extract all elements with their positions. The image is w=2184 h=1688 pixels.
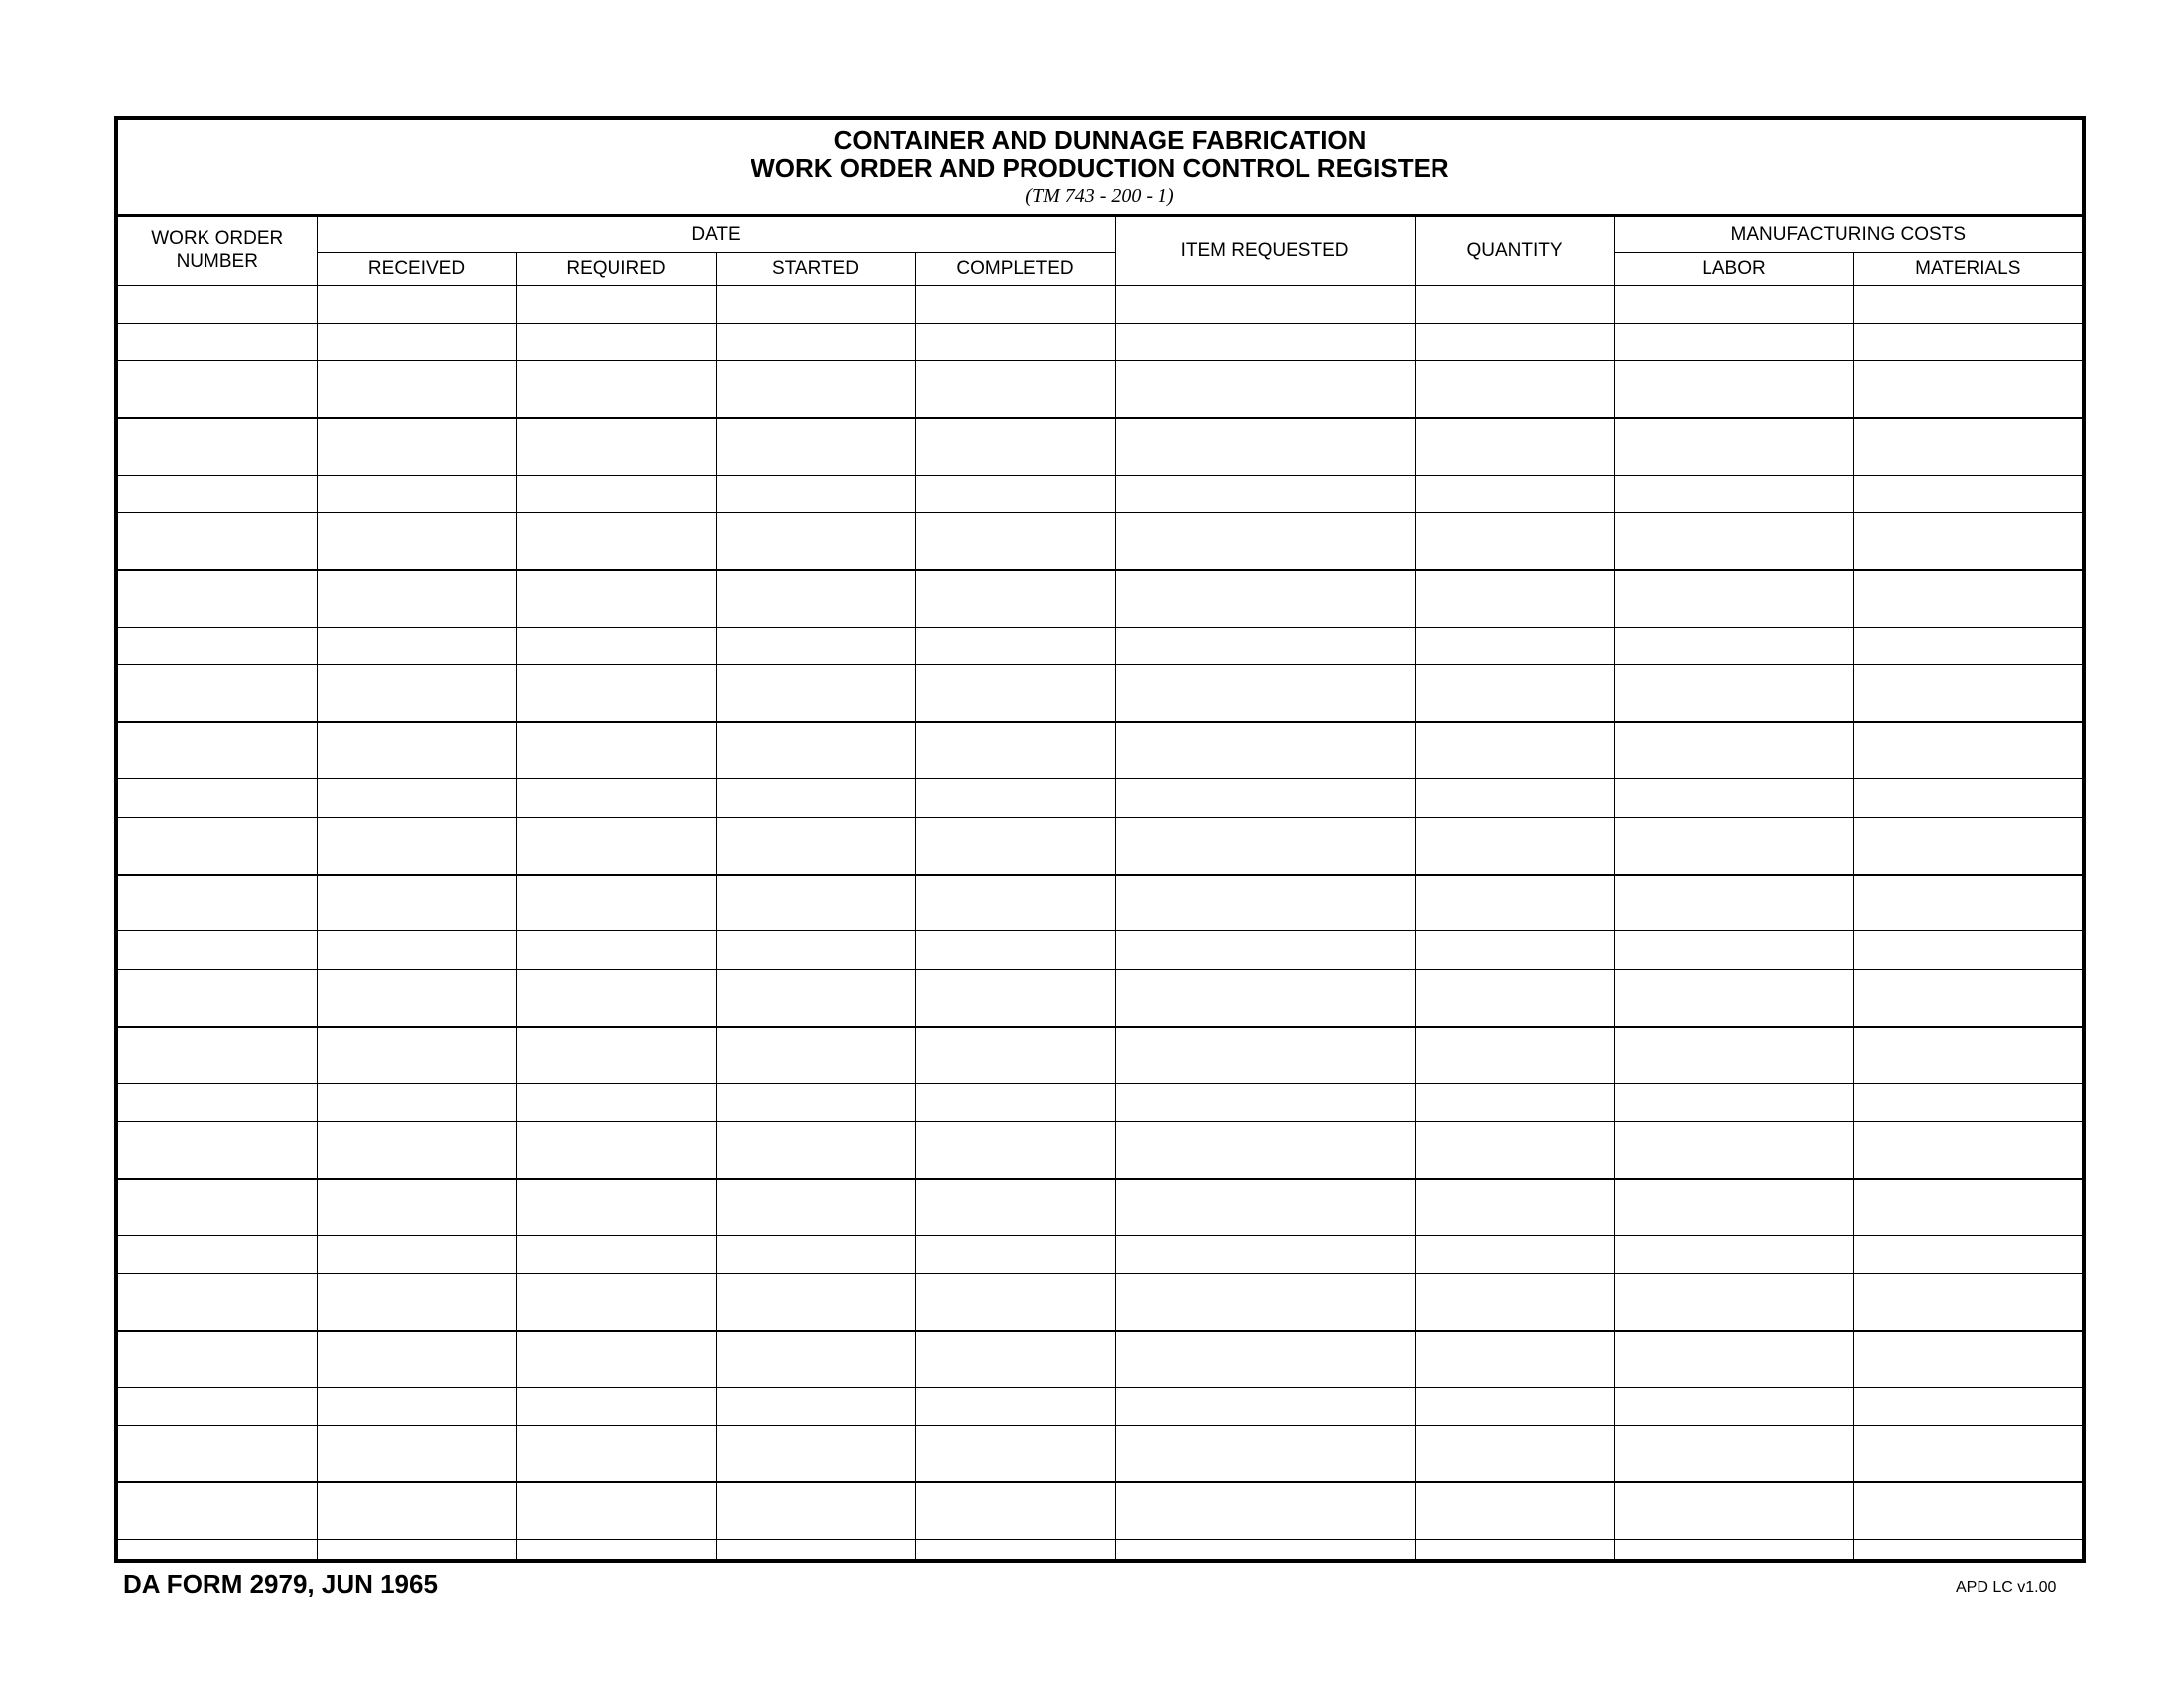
- date-received-cell[interactable]: [317, 1274, 516, 1331]
- date-required-cell[interactable]: [516, 1179, 716, 1235]
- date-started-cell[interactable]: [716, 1121, 915, 1178]
- header-date-required: REQUIRED: [516, 252, 716, 285]
- header-date-started: STARTED: [716, 252, 915, 285]
- date-required-cell[interactable]: [516, 817, 716, 874]
- labor-cell[interactable]: [1614, 570, 1853, 627]
- quantity-cell[interactable]: [1415, 361, 1614, 418]
- work-order-number-cell[interactable]: [118, 1482, 317, 1539]
- materials-cell[interactable]: [1853, 722, 2082, 778]
- date-completed-cell[interactable]: [915, 1274, 1115, 1331]
- date-received-cell[interactable]: [317, 628, 516, 665]
- date-completed-cell[interactable]: [915, 418, 1115, 475]
- date-started-cell[interactable]: [716, 285, 915, 323]
- work-order-number-cell[interactable]: [118, 1027, 317, 1083]
- quantity-cell[interactable]: [1415, 1426, 1614, 1482]
- date-completed-cell[interactable]: [915, 665, 1115, 722]
- date-received-cell[interactable]: [317, 722, 516, 778]
- labor-cell[interactable]: [1614, 418, 1853, 475]
- date-started-cell[interactable]: [716, 931, 915, 969]
- form-reference: (TM 743 - 200 - 1): [1025, 185, 1174, 207]
- quantity-cell[interactable]: [1415, 875, 1614, 931]
- header-date-completed: COMPLETED: [915, 252, 1115, 285]
- date-received-cell[interactable]: [317, 875, 516, 931]
- item-requested-cell[interactable]: [1115, 475, 1415, 512]
- date-started-cell[interactable]: [716, 323, 915, 360]
- labor-cell[interactable]: [1614, 1235, 1853, 1273]
- item-requested-cell[interactable]: [1115, 1083, 1415, 1121]
- labor-cell[interactable]: [1614, 1083, 1853, 1121]
- date-started-cell[interactable]: [716, 1274, 915, 1331]
- date-received-cell[interactable]: [317, 817, 516, 874]
- date-received-cell[interactable]: [317, 570, 516, 627]
- register-row: [118, 1274, 2082, 1331]
- materials-cell[interactable]: [1853, 1388, 2082, 1426]
- date-completed-cell[interactable]: [915, 1083, 1115, 1121]
- quantity-cell[interactable]: [1415, 323, 1614, 360]
- register-row: [118, 361, 2082, 418]
- labor-cell[interactable]: [1614, 323, 1853, 360]
- item-requested-cell[interactable]: [1115, 1426, 1415, 1482]
- quantity-cell[interactable]: [1415, 628, 1614, 665]
- quantity-cell[interactable]: [1415, 1482, 1614, 1539]
- materials-cell[interactable]: [1853, 931, 2082, 969]
- date-required-cell[interactable]: [516, 628, 716, 665]
- quantity-cell[interactable]: [1415, 1388, 1614, 1426]
- item-requested-cell[interactable]: [1115, 722, 1415, 778]
- quantity-cell[interactable]: [1415, 1121, 1614, 1178]
- date-started-cell[interactable]: [716, 1482, 915, 1539]
- date-completed-cell[interactable]: [915, 285, 1115, 323]
- date-received-cell[interactable]: [317, 1027, 516, 1083]
- register-row: [118, 475, 2082, 512]
- register-row: [118, 285, 2082, 323]
- date-required-cell[interactable]: [516, 1235, 716, 1273]
- work-order-number-cell[interactable]: [118, 1331, 317, 1387]
- date-required-cell[interactable]: [516, 1121, 716, 1178]
- date-received-cell[interactable]: [317, 418, 516, 475]
- register-row: [118, 1331, 2082, 1387]
- header-manufacturing-costs: MANUFACTURING COSTS: [1614, 217, 2082, 252]
- item-requested-cell[interactable]: [1115, 1179, 1415, 1235]
- date-completed-cell[interactable]: [915, 969, 1115, 1026]
- date-started-cell[interactable]: [716, 1083, 915, 1121]
- date-received-cell[interactable]: [317, 475, 516, 512]
- date-required-cell[interactable]: [516, 418, 716, 475]
- work-order-number-cell[interactable]: [118, 418, 317, 475]
- date-completed-cell[interactable]: [915, 931, 1115, 969]
- register-row: [118, 1027, 2082, 1083]
- labor-cell[interactable]: [1614, 628, 1853, 665]
- labor-cell[interactable]: [1614, 1540, 1853, 1559]
- date-completed-cell[interactable]: [915, 513, 1115, 570]
- date-received-cell[interactable]: [317, 665, 516, 722]
- labor-cell[interactable]: [1614, 1274, 1853, 1331]
- form-number: DA FORM 2979, JUN 1965: [123, 1569, 438, 1599]
- date-required-cell[interactable]: [516, 1426, 716, 1482]
- work-order-number-cell[interactable]: [118, 779, 317, 817]
- date-required-cell[interactable]: [516, 1482, 716, 1539]
- date-started-cell[interactable]: [716, 475, 915, 512]
- date-required-cell[interactable]: [516, 323, 716, 360]
- register-row: [118, 1540, 2082, 1559]
- work-order-number-cell[interactable]: [118, 628, 317, 665]
- date-completed-cell[interactable]: [915, 1331, 1115, 1387]
- materials-cell[interactable]: [1853, 475, 2082, 512]
- date-required-cell[interactable]: [516, 570, 716, 627]
- materials-cell[interactable]: [1853, 1121, 2082, 1178]
- header-labor: LABOR: [1614, 252, 1853, 285]
- date-completed-cell[interactable]: [915, 1235, 1115, 1273]
- date-required-cell[interactable]: [516, 361, 716, 418]
- register-row: [118, 722, 2082, 778]
- date-received-cell[interactable]: [317, 323, 516, 360]
- work-order-number-cell[interactable]: [118, 817, 317, 874]
- item-requested-cell[interactable]: [1115, 1235, 1415, 1273]
- materials-cell[interactable]: [1853, 1235, 2082, 1273]
- quantity-cell[interactable]: [1415, 418, 1614, 475]
- date-received-cell[interactable]: [317, 285, 516, 323]
- work-order-number-cell[interactable]: [118, 1121, 317, 1178]
- date-started-cell[interactable]: [716, 361, 915, 418]
- register-row: [118, 323, 2082, 360]
- date-received-cell[interactable]: [317, 931, 516, 969]
- item-requested-cell[interactable]: [1115, 1121, 1415, 1178]
- work-order-number-cell[interactable]: [118, 1179, 317, 1235]
- labor-cell[interactable]: [1614, 722, 1853, 778]
- labor-cell[interactable]: [1614, 1121, 1853, 1178]
- item-requested-cell[interactable]: [1115, 969, 1415, 1026]
- date-started-cell[interactable]: [716, 1426, 915, 1482]
- quantity-cell[interactable]: [1415, 665, 1614, 722]
- register-table-wrapper: [118, 217, 2082, 1559]
- work-order-number-cell[interactable]: [118, 323, 317, 360]
- quantity-cell[interactable]: [1415, 513, 1614, 570]
- materials-cell[interactable]: [1853, 779, 2082, 817]
- date-started-cell[interactable]: [716, 779, 915, 817]
- item-requested-cell[interactable]: [1115, 1331, 1415, 1387]
- header-work-order-number: WORK ORDER NUMBER: [118, 217, 317, 285]
- date-required-cell[interactable]: [516, 665, 716, 722]
- date-received-cell[interactable]: [317, 361, 516, 418]
- materials-cell[interactable]: [1853, 513, 2082, 570]
- item-requested-cell[interactable]: [1115, 570, 1415, 627]
- register-row: [118, 1426, 2082, 1482]
- work-order-number-cell[interactable]: [118, 1426, 317, 1482]
- labor-cell[interactable]: [1614, 817, 1853, 874]
- register-row: [118, 931, 2082, 969]
- item-requested-cell[interactable]: [1115, 665, 1415, 722]
- labor-cell[interactable]: [1614, 1179, 1853, 1235]
- item-requested-cell[interactable]: [1115, 817, 1415, 874]
- date-started-cell[interactable]: [716, 1540, 915, 1559]
- date-required-cell[interactable]: [516, 875, 716, 931]
- date-required-cell[interactable]: [516, 513, 716, 570]
- register-row: [118, 1179, 2082, 1235]
- work-order-number-cell[interactable]: [118, 665, 317, 722]
- work-order-number-cell[interactable]: [118, 931, 317, 969]
- date-required-cell[interactable]: [516, 1274, 716, 1331]
- quantity-cell[interactable]: [1415, 1179, 1614, 1235]
- date-required-cell[interactable]: [516, 1540, 716, 1559]
- labor-cell[interactable]: [1614, 513, 1853, 570]
- header-quantity: QUANTITY: [1415, 217, 1614, 285]
- register-row: [118, 969, 2082, 1026]
- date-started-cell[interactable]: [716, 1235, 915, 1273]
- date-received-cell[interactable]: [317, 779, 516, 817]
- materials-cell[interactable]: [1853, 418, 2082, 475]
- header-item-requested: ITEM REQUESTED: [1115, 217, 1415, 285]
- date-received-cell[interactable]: [317, 1121, 516, 1178]
- quantity-cell[interactable]: [1415, 1083, 1614, 1121]
- labor-cell[interactable]: [1614, 1482, 1853, 1539]
- quantity-cell[interactable]: [1415, 779, 1614, 817]
- quantity-cell[interactable]: [1415, 475, 1614, 512]
- item-requested-cell[interactable]: [1115, 513, 1415, 570]
- item-requested-cell[interactable]: [1115, 418, 1415, 475]
- materials-cell[interactable]: [1853, 1274, 2082, 1331]
- register-row: [118, 570, 2082, 627]
- date-completed-cell[interactable]: [915, 361, 1115, 418]
- item-requested-cell[interactable]: [1115, 1540, 1415, 1559]
- labor-cell[interactable]: [1614, 779, 1853, 817]
- quantity-cell[interactable]: [1415, 817, 1614, 874]
- date-completed-cell[interactable]: [915, 1482, 1115, 1539]
- date-started-cell[interactable]: [716, 1179, 915, 1235]
- date-completed-cell[interactable]: [915, 628, 1115, 665]
- labor-cell[interactable]: [1614, 1027, 1853, 1083]
- date-completed-cell[interactable]: [915, 1027, 1115, 1083]
- register-row: [118, 817, 2082, 874]
- materials-cell[interactable]: [1853, 1027, 2082, 1083]
- date-completed-cell[interactable]: [915, 1426, 1115, 1482]
- register-row: [118, 875, 2082, 931]
- materials-cell[interactable]: [1853, 1540, 2082, 1559]
- item-requested-cell[interactable]: [1115, 931, 1415, 969]
- register-row: [118, 418, 2082, 475]
- date-started-cell[interactable]: [716, 1388, 915, 1426]
- quantity-cell[interactable]: [1415, 1027, 1614, 1083]
- work-order-number-cell[interactable]: [118, 361, 317, 418]
- header-materials: MATERIALS: [1853, 252, 2082, 285]
- quantity-cell[interactable]: [1415, 722, 1614, 778]
- form-version: APD LC v1.00: [1956, 1579, 2057, 1596]
- quantity-cell[interactable]: [1415, 969, 1614, 1026]
- date-received-cell[interactable]: [317, 1331, 516, 1387]
- quantity-cell[interactable]: [1415, 285, 1614, 323]
- quantity-cell[interactable]: [1415, 570, 1614, 627]
- date-received-cell[interactable]: [317, 1388, 516, 1426]
- materials-cell[interactable]: [1853, 817, 2082, 874]
- materials-cell[interactable]: [1853, 323, 2082, 360]
- date-required-cell[interactable]: [516, 722, 716, 778]
- materials-cell[interactable]: [1853, 1083, 2082, 1121]
- work-order-number-cell[interactable]: [118, 1235, 317, 1273]
- form-title-line-1: CONTAINER AND DUNNAGE FABRICATION: [833, 125, 1367, 155]
- work-order-number-cell[interactable]: [118, 513, 317, 570]
- register-row: [118, 1482, 2082, 1539]
- work-order-number-cell[interactable]: [118, 285, 317, 323]
- item-requested-cell[interactable]: [1115, 1482, 1415, 1539]
- work-order-number-cell[interactable]: [118, 475, 317, 512]
- item-requested-cell[interactable]: [1115, 1274, 1415, 1331]
- date-started-cell[interactable]: [716, 418, 915, 475]
- item-requested-cell[interactable]: [1115, 1027, 1415, 1083]
- item-requested-cell[interactable]: [1115, 361, 1415, 418]
- header-date-received: RECEIVED: [317, 252, 516, 285]
- work-order-number-cell[interactable]: [118, 722, 317, 778]
- date-received-cell[interactable]: [317, 969, 516, 1026]
- item-requested-cell[interactable]: [1115, 1388, 1415, 1426]
- work-order-number-cell[interactable]: [118, 1083, 317, 1121]
- form-title-line-2: WORK ORDER AND PRODUCTION CONTROL REGISTER: [751, 153, 1449, 183]
- date-started-cell[interactable]: [716, 513, 915, 570]
- date-completed-cell[interactable]: [915, 1388, 1115, 1426]
- materials-cell[interactable]: [1853, 1179, 2082, 1235]
- date-completed-cell[interactable]: [915, 817, 1115, 874]
- labor-cell[interactable]: [1614, 875, 1853, 931]
- item-requested-cell[interactable]: [1115, 323, 1415, 360]
- quantity-cell[interactable]: [1415, 931, 1614, 969]
- item-requested-cell[interactable]: [1115, 628, 1415, 665]
- date-received-cell[interactable]: [317, 1482, 516, 1539]
- date-required-cell[interactable]: [516, 1083, 716, 1121]
- date-received-cell[interactable]: [317, 1235, 516, 1273]
- materials-cell[interactable]: [1853, 875, 2082, 931]
- labor-cell[interactable]: [1614, 969, 1853, 1026]
- date-completed-cell[interactable]: [915, 475, 1115, 512]
- form-title-block: [118, 120, 2082, 217]
- quantity-cell[interactable]: [1415, 1235, 1614, 1273]
- materials-cell[interactable]: [1853, 969, 2082, 1026]
- work-order-number-cell[interactable]: [118, 969, 317, 1026]
- labor-cell[interactable]: [1614, 931, 1853, 969]
- date-required-cell[interactable]: [516, 1027, 716, 1083]
- date-started-cell[interactable]: [716, 1027, 915, 1083]
- materials-cell[interactable]: [1853, 285, 2082, 323]
- date-received-cell[interactable]: [317, 513, 516, 570]
- materials-cell[interactable]: [1853, 1426, 2082, 1482]
- date-required-cell[interactable]: [516, 969, 716, 1026]
- date-required-cell[interactable]: [516, 1388, 716, 1426]
- register-row: [118, 628, 2082, 665]
- date-received-cell[interactable]: [317, 1083, 516, 1121]
- date-received-cell[interactable]: [317, 1540, 516, 1559]
- register-row: [118, 1235, 2082, 1273]
- register-body: [118, 285, 2082, 1559]
- date-required-cell[interactable]: [516, 475, 716, 512]
- register-table: [118, 217, 2082, 1559]
- materials-cell[interactable]: [1853, 361, 2082, 418]
- labor-cell[interactable]: [1614, 361, 1853, 418]
- quantity-cell[interactable]: [1415, 1540, 1614, 1559]
- date-completed-cell[interactable]: [915, 323, 1115, 360]
- register-row: [118, 779, 2082, 817]
- date-started-cell[interactable]: [716, 628, 915, 665]
- date-started-cell[interactable]: [716, 969, 915, 1026]
- item-requested-cell[interactable]: [1115, 875, 1415, 931]
- date-completed-cell[interactable]: [915, 570, 1115, 627]
- work-order-number-cell[interactable]: [118, 570, 317, 627]
- work-order-number-cell[interactable]: [118, 1388, 317, 1426]
- item-requested-cell[interactable]: [1115, 779, 1415, 817]
- date-started-cell[interactable]: [716, 1331, 915, 1387]
- quantity-cell[interactable]: [1415, 1274, 1614, 1331]
- date-completed-cell[interactable]: [915, 779, 1115, 817]
- work-order-number-cell[interactable]: [118, 875, 317, 931]
- date-received-cell[interactable]: [317, 1426, 516, 1482]
- date-required-cell[interactable]: [516, 779, 716, 817]
- date-completed-cell[interactable]: [915, 1179, 1115, 1235]
- date-received-cell[interactable]: [317, 1179, 516, 1235]
- date-required-cell[interactable]: [516, 931, 716, 969]
- labor-cell[interactable]: [1614, 1331, 1853, 1387]
- register-form: [114, 116, 2086, 1563]
- date-completed-cell[interactable]: [915, 1540, 1115, 1559]
- register-row: [118, 1388, 2082, 1426]
- labor-cell[interactable]: [1614, 1426, 1853, 1482]
- materials-cell[interactable]: [1853, 570, 2082, 627]
- date-completed-cell[interactable]: [915, 875, 1115, 931]
- register-row: [118, 665, 2082, 722]
- materials-cell[interactable]: [1853, 628, 2082, 665]
- labor-cell[interactable]: [1614, 285, 1853, 323]
- quantity-cell[interactable]: [1415, 1331, 1614, 1387]
- date-started-cell[interactable]: [716, 570, 915, 627]
- materials-cell[interactable]: [1853, 1482, 2082, 1539]
- date-required-cell[interactable]: [516, 1331, 716, 1387]
- register-row: [118, 513, 2082, 570]
- work-order-number-cell[interactable]: [118, 1274, 317, 1331]
- date-completed-cell[interactable]: [915, 1121, 1115, 1178]
- date-started-cell[interactable]: [716, 817, 915, 874]
- date-required-cell[interactable]: [516, 285, 716, 323]
- materials-cell[interactable]: [1853, 665, 2082, 722]
- date-started-cell[interactable]: [716, 875, 915, 931]
- item-requested-cell[interactable]: [1115, 285, 1415, 323]
- register-row: [118, 1083, 2082, 1121]
- date-completed-cell[interactable]: [915, 722, 1115, 778]
- register-row: [118, 1121, 2082, 1178]
- labor-cell[interactable]: [1614, 665, 1853, 722]
- labor-cell[interactable]: [1614, 1388, 1853, 1426]
- date-started-cell[interactable]: [716, 665, 915, 722]
- labor-cell[interactable]: [1614, 475, 1853, 512]
- date-started-cell[interactable]: [716, 722, 915, 778]
- work-order-number-cell[interactable]: [118, 1540, 317, 1559]
- materials-cell[interactable]: [1853, 1331, 2082, 1387]
- header-date: DATE: [317, 217, 1115, 252]
